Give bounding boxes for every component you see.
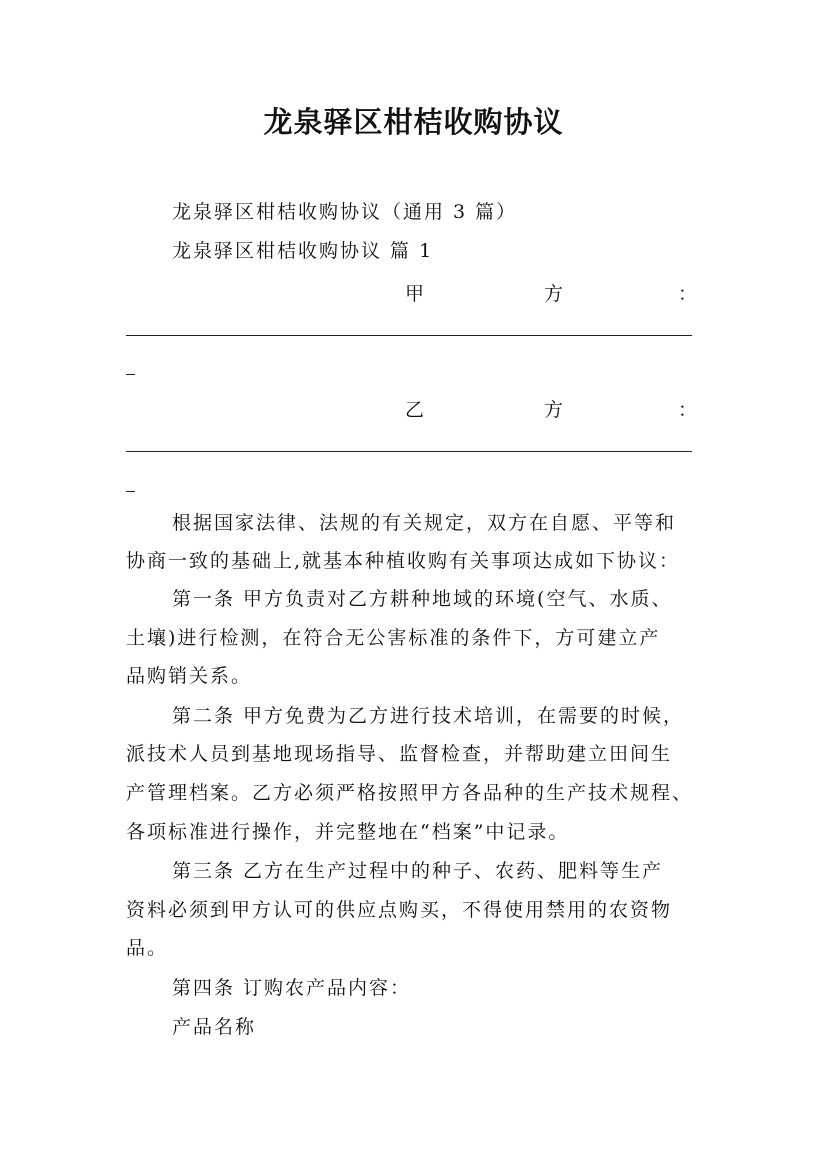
paragraph-line: 品购销关系。 — [126, 665, 253, 687]
paragraph-line: 协商一致的基础上,就基本种植收购有关事项达成如下协议： — [126, 550, 681, 572]
party-b-char1: 乙 — [405, 399, 425, 421]
paragraph-line: 第二条 甲方免费为乙方进行技术培训，在需要的时候， — [172, 705, 685, 727]
party-b-blank-line — [126, 451, 692, 452]
section-heading: 龙泉驿区柑桔收购协议 篇 1 — [172, 240, 434, 262]
party-b-blank-tail — [126, 491, 135, 492]
paragraph-line: 派技术人员到基地现场指导、监督检查，并帮助建立田间生 — [126, 743, 673, 765]
party-a-char2: 方 — [544, 283, 564, 305]
paragraph-line: 第三条 乙方在生产过程中的种子、农药、肥料等生产 — [172, 860, 664, 882]
paragraph-line: 根据国家法律、法规的有关规定，双方在自愿、平等和 — [172, 512, 677, 534]
paragraph-line: 各项标准进行操作，并完整地在“档案”中记录。 — [126, 821, 570, 843]
party-a-colon: ： — [678, 283, 698, 305]
party-a-blank-line — [126, 335, 692, 336]
party-a-row — [126, 279, 698, 305]
paragraph-line: 产管理档案。乙方必须严格按照甲方各品种的生产技术规程、 — [126, 782, 694, 804]
party-a-blank-tail — [126, 374, 135, 375]
party-b-row — [126, 395, 698, 421]
document-subtitle: 龙泉驿区柑桔收购协议（通用 3 篇） — [172, 201, 518, 223]
paragraph-line: 产品名称 — [172, 1016, 257, 1038]
party-a-char1: 甲 — [405, 283, 425, 305]
document-title: 龙泉驿区柑桔收购协议 — [263, 105, 564, 139]
paragraph-line: 土壤)进行检测，在符合无公害标准的条件下，方可建立产 — [126, 627, 661, 649]
party-b-char2: 方 — [544, 399, 564, 421]
paragraph-line: 资料必须到甲方认可的供应点购买，不得使用禁用的农资物 — [126, 899, 673, 921]
paragraph-line: 品。 — [126, 937, 169, 959]
paragraph-line: 第四条 订购农产品内容： — [172, 977, 412, 999]
paragraph-line: 第一条 甲方负责对乙方耕种地域的环境(空气、水质、 — [172, 588, 673, 610]
party-b-colon: ： — [678, 399, 698, 421]
